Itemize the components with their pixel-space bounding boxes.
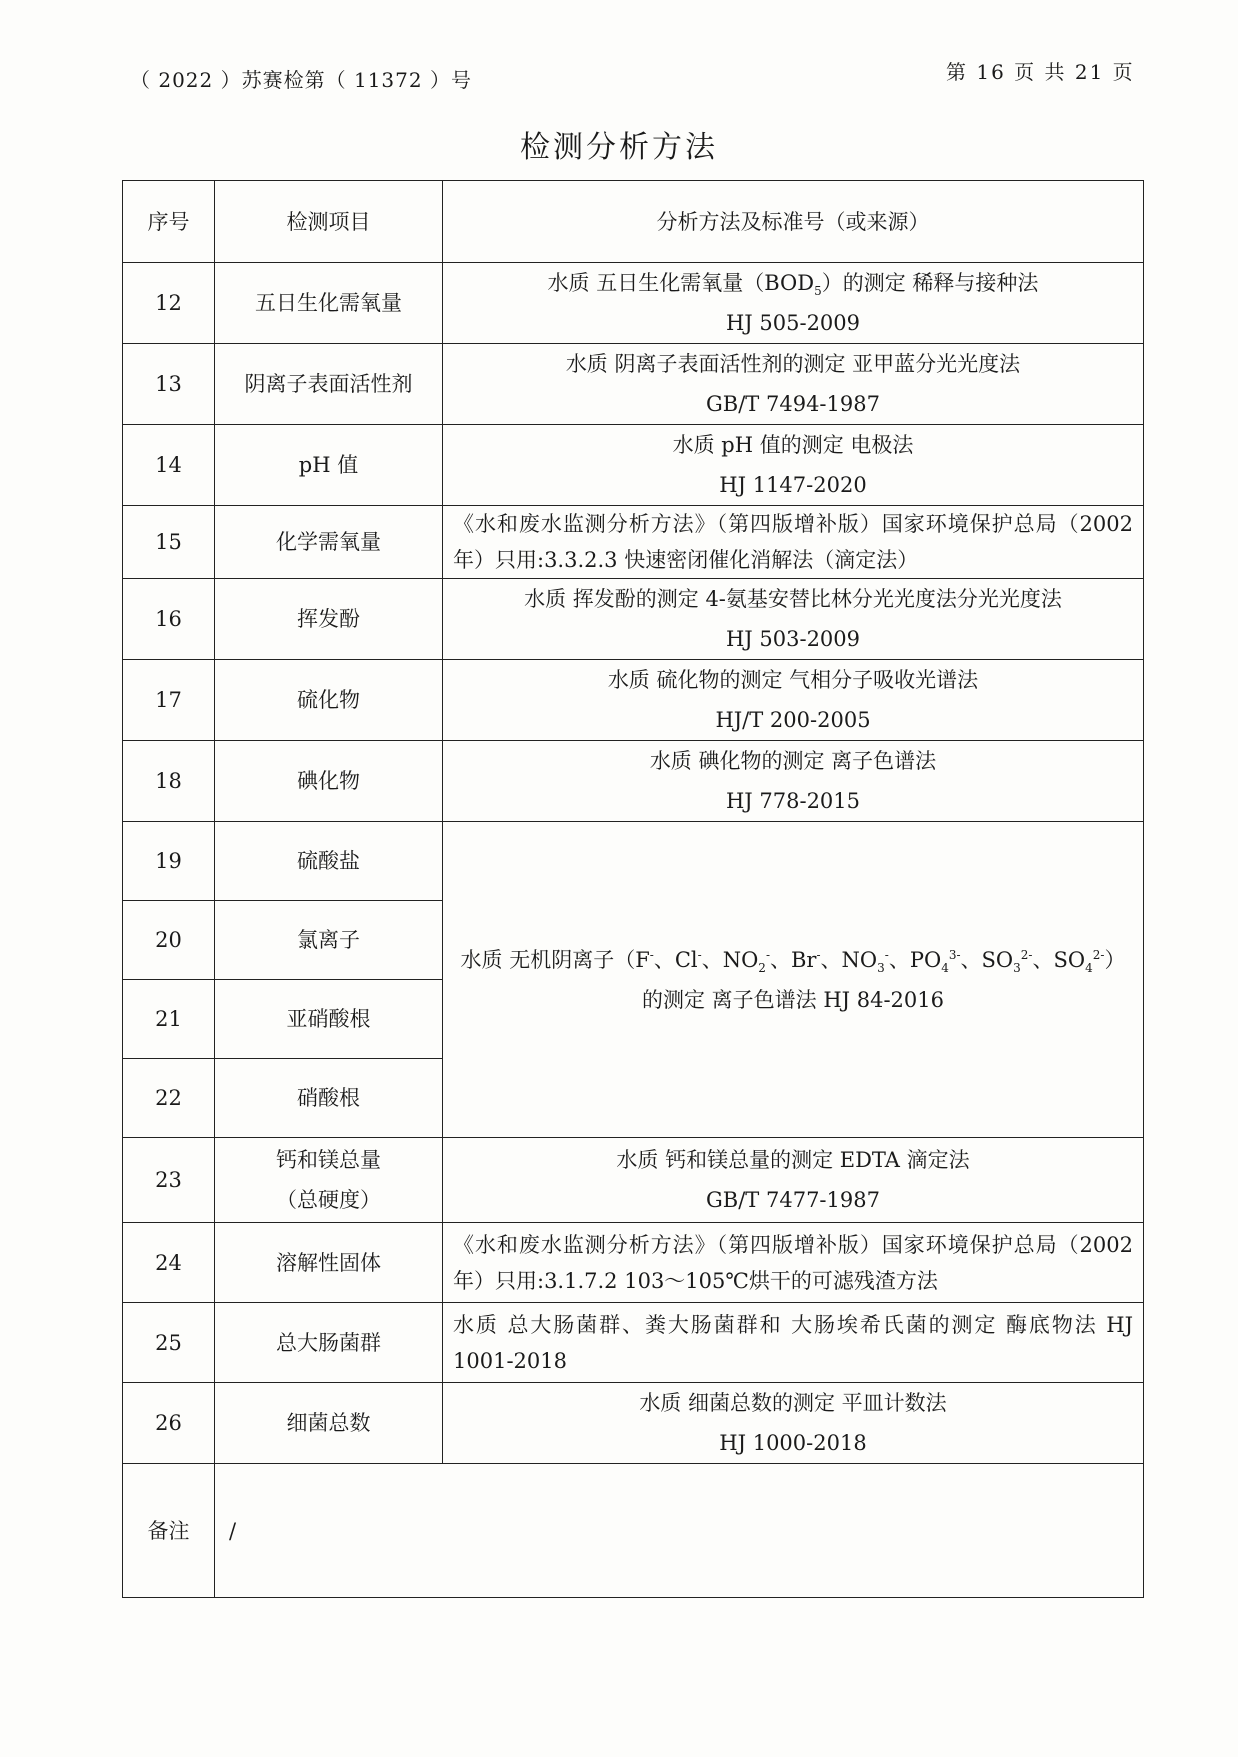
row-item: 五日生化需氧量 xyxy=(215,263,443,344)
gm-no3-sub: 3 xyxy=(877,960,885,975)
gm-cl-sup: - xyxy=(697,947,702,962)
table-row xyxy=(123,1303,1144,1383)
row-item: 氯离子 xyxy=(215,901,443,980)
gm-so3-sub: 3 xyxy=(1013,960,1021,975)
row-method xyxy=(443,425,1144,506)
gm-br-sup: - xyxy=(816,947,821,962)
method-standard: GB/T 7494-1987 xyxy=(706,392,880,416)
method-standard: HJ 505-2009 xyxy=(725,311,861,335)
row-method: 水质 总大肠菌群、粪大肠菌群和 大肠埃希氏菌的测定 酶底物法 HJ 1001-2018 xyxy=(443,1303,1144,1383)
header-item: 检测项目 xyxy=(215,181,443,263)
row-no: 24 xyxy=(123,1223,215,1303)
table-row xyxy=(123,741,1144,822)
row-item: 挥发酚 xyxy=(215,579,443,660)
gm-so3-sup: 2- xyxy=(1020,947,1033,962)
gm-cl: 、Cl xyxy=(653,947,698,972)
table-row xyxy=(123,660,1144,741)
remark-row xyxy=(123,1464,1144,1598)
gm-no3: 、NO xyxy=(820,947,878,972)
row-item: 阴离子表面活性剂 xyxy=(215,344,443,425)
gm-line2: 的测定 离子色谱法 HJ 84-2016 xyxy=(641,987,945,1012)
gm-br: 、Br xyxy=(770,947,817,972)
row-item: 碘化物 xyxy=(215,741,443,822)
method-standard: HJ 1147-2020 xyxy=(719,473,867,497)
row-no: 13 xyxy=(123,344,215,425)
page-title: 检测分析方法 xyxy=(520,130,718,165)
gm-f-sup: - xyxy=(649,947,654,962)
row-item: 亚硝酸根 xyxy=(215,980,443,1059)
method-standard: HJ 503-2009 xyxy=(725,627,861,651)
row-item: 化学需氧量 xyxy=(215,506,443,579)
row-no: 15 xyxy=(123,506,215,579)
gm-no2: 、NO xyxy=(701,947,759,972)
row-method xyxy=(443,741,1144,822)
methods-table xyxy=(122,180,1144,1598)
row-no: 17 xyxy=(123,660,215,741)
table-row xyxy=(123,344,1144,425)
gm-po4-sub: 4 xyxy=(941,960,949,975)
row-item: 细菌总数 xyxy=(215,1383,443,1464)
method-standard: HJ/T 200-2005 xyxy=(715,708,871,732)
gm-so4-sup: 2- xyxy=(1092,947,1105,962)
page-info: 第 16 页 共 21 页 xyxy=(946,60,1135,84)
row-no: 26 xyxy=(123,1383,215,1464)
method-standard: GB/T 7477-1987 xyxy=(706,1188,880,1212)
gm-no2-sub: 2 xyxy=(758,960,766,975)
method-standard: HJ 778-2015 xyxy=(725,789,861,813)
row-no: 20 xyxy=(123,901,215,980)
table-row xyxy=(123,1223,1144,1303)
table-row xyxy=(123,822,1144,901)
report-number: （ 2022 ）苏赛检第（ 11372 ）号 xyxy=(130,68,472,92)
gm-no3-sup: - xyxy=(884,947,889,962)
table-row xyxy=(123,506,1144,579)
method-text-end: ）的测定 稀释与接种法 xyxy=(821,271,1039,295)
table-header-row xyxy=(123,181,1144,263)
item-line2: （总硬度） xyxy=(276,1188,381,1212)
row-method: 《水和废水监测分析方法》（第四版增补版）国家环境保护总局（2002 年）只用:3.3.2.3 快速密闭催化消解法（滴定法） xyxy=(443,506,1144,579)
row-item: 硝酸根 xyxy=(215,1059,443,1138)
header-method: 分析方法及标准号（或来源） xyxy=(443,181,1144,263)
row-no: 22 xyxy=(123,1059,215,1138)
row-no: 12 xyxy=(123,263,215,344)
row-no: 14 xyxy=(123,425,215,506)
table-row xyxy=(123,1138,1144,1223)
table-row xyxy=(123,425,1144,506)
method-subscript: 5 xyxy=(814,284,822,299)
method-text: 水质 五日生化需氧量（BOD xyxy=(547,271,815,295)
row-no: 25 xyxy=(123,1303,215,1383)
row-method xyxy=(443,579,1144,660)
row-item: 总大肠菌群 xyxy=(215,1303,443,1383)
row-no: 18 xyxy=(123,741,215,822)
row-method xyxy=(443,1138,1144,1223)
row-item: 硫酸盐 xyxy=(215,822,443,901)
table-row xyxy=(123,1383,1144,1464)
row-method xyxy=(443,344,1144,425)
table-row xyxy=(123,263,1144,344)
row-item xyxy=(215,1138,443,1223)
row-method xyxy=(443,660,1144,741)
row-no: 21 xyxy=(123,980,215,1059)
method-text: 水质 阴离子表面活性剂的测定 亚甲蓝分光光度法 xyxy=(565,352,1021,376)
gm-so4: 、SO xyxy=(1032,947,1086,972)
remark-label: 备注 xyxy=(123,1464,215,1598)
remark-text: / xyxy=(215,1464,1144,1598)
row-no: 23 xyxy=(123,1138,215,1223)
row-method xyxy=(443,263,1144,344)
gm-po4: 、PO xyxy=(888,947,942,972)
method-text: 水质 钙和镁总量的测定 EDTA 滴定法 xyxy=(616,1148,970,1172)
gm-no2-sup: - xyxy=(765,947,770,962)
method-standard: HJ 1000-2018 xyxy=(719,1431,867,1455)
row-method xyxy=(443,1383,1144,1464)
row-no: 19 xyxy=(123,822,215,901)
method-text: 水质 pH 值的测定 电极法 xyxy=(672,433,914,457)
gm-po4-sup: 3- xyxy=(948,947,961,962)
row-no: 16 xyxy=(123,579,215,660)
item-line1: 钙和镁总量 xyxy=(276,1148,381,1172)
gm-suffix: ） xyxy=(1104,947,1126,972)
row-item: 溶解性固体 xyxy=(215,1223,443,1303)
method-text: 水质 挥发酚的测定 4-氨基安替比林分光光度法分光光度法 xyxy=(524,587,1062,611)
row-item: 硫化物 xyxy=(215,660,443,741)
header-no: 序号 xyxy=(123,181,215,263)
gm-so4-sub: 4 xyxy=(1085,960,1093,975)
row-item: pH 值 xyxy=(215,425,443,506)
gm-prefix: 水质 无机阴离子（F xyxy=(460,947,650,972)
method-text: 水质 硫化物的测定 气相分子吸收光谱法 xyxy=(607,668,979,692)
gm-so3: 、SO xyxy=(960,947,1014,972)
merged-method xyxy=(443,822,1144,1138)
table-row xyxy=(123,579,1144,660)
row-method: 《水和废水监测分析方法》（第四版增补版）国家环境保护总局（2002 年）只用:3.1.7.2 103～105℃烘干的可滤残渣方法 xyxy=(443,1223,1144,1303)
method-text: 水质 碘化物的测定 离子色谱法 xyxy=(649,749,937,773)
method-text: 水质 细菌总数的测定 平皿计数法 xyxy=(639,1391,947,1415)
